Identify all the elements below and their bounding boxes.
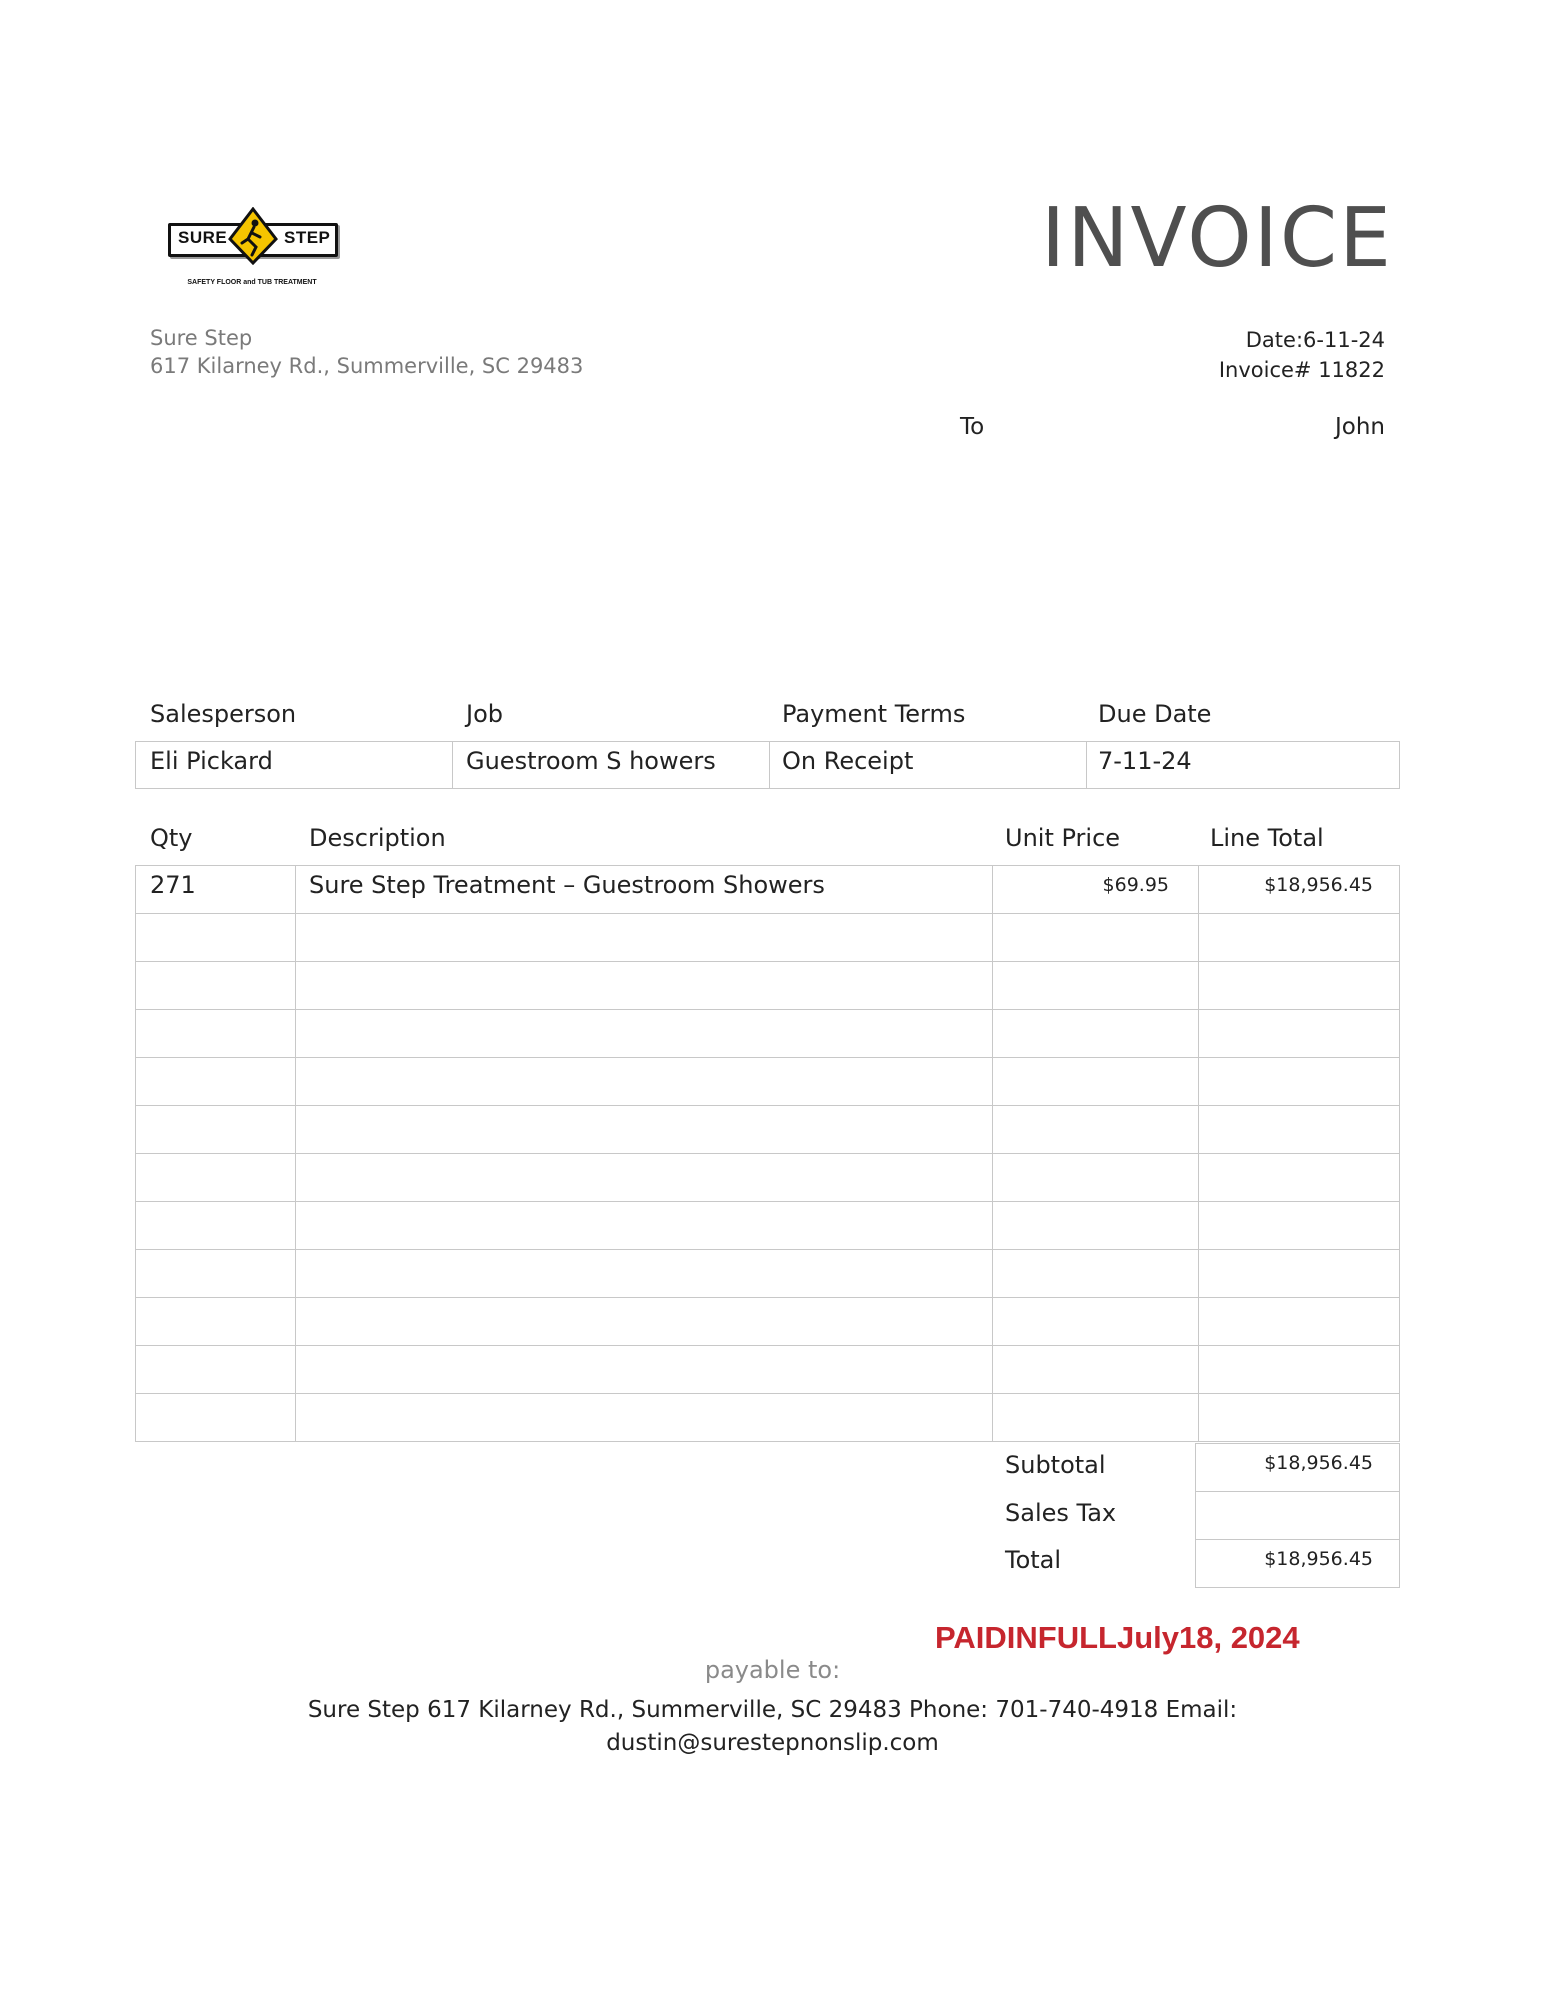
subtotal-value: $18,956.45	[1264, 1452, 1373, 1474]
footer-email: dustin@surestepnonslip.com	[606, 1730, 939, 1756]
logo-word-step: STEP	[284, 228, 331, 247]
header-unit-price: Unit Price	[1005, 824, 1121, 852]
logo-tagline: SAFETY FLOOR and TUB TREATMENT	[187, 279, 317, 286]
header-salesperson: Salesperson	[150, 700, 297, 728]
job-table-grid	[135, 741, 1400, 789]
header-qty: Qty	[150, 824, 193, 852]
due-date-value: 7-11-24	[1098, 747, 1192, 775]
footer-address-line: Sure Step 617 Kilarney Rd., Summerville, SC 29483 Phone: 701-740-4918 Email:	[307, 1697, 1238, 1723]
invoice-number: Invoice# 11822	[1218, 358, 1385, 382]
sales-tax-label: Sales Tax	[1005, 1499, 1117, 1527]
wet-floor-sign-icon	[228, 207, 278, 265]
table-row	[136, 1298, 1400, 1346]
item-line-total: $18,956.45	[1264, 874, 1373, 896]
invoice-title: INVOICE	[1041, 191, 1393, 286]
company-logo	[164, 207, 342, 293]
header-job: Job	[466, 700, 503, 728]
recipient-label: To	[960, 414, 985, 440]
logo-word-sure: SURE	[178, 228, 228, 247]
total-label: Total	[1005, 1546, 1062, 1574]
salesperson-value: Eli Pickard	[150, 747, 273, 775]
total-value: $18,956.45	[1264, 1548, 1373, 1570]
table-row	[136, 1058, 1400, 1106]
sender-name: Sure Step	[150, 326, 253, 350]
table-row	[136, 1394, 1400, 1442]
table-row	[136, 914, 1400, 962]
table-row	[136, 1154, 1400, 1202]
item-unit-price: $69.95	[1102, 874, 1169, 896]
header-description: Description	[309, 824, 446, 852]
sender-address: 617 Kilarney Rd., Summerville, SC 29483	[150, 354, 584, 378]
payment-terms-value: On Receipt	[782, 747, 914, 775]
table-row	[136, 962, 1400, 1010]
header-line-total: Line Total	[1210, 824, 1324, 852]
paid-stamp: PAIDINFULLJuly18, 2024	[935, 1620, 1300, 1655]
items-table-grid	[135, 865, 1400, 1442]
payable-to-label: payable to:	[704, 1656, 841, 1684]
table-row	[136, 1202, 1400, 1250]
item-description: Sure Step Treatment – Guestroom Showers	[309, 871, 825, 899]
invoice-date: Date:6-11-24	[1245, 328, 1385, 352]
header-payment-terms: Payment Terms	[782, 700, 966, 728]
item-qty: 271	[150, 871, 196, 899]
subtotal-label: Subtotal	[1005, 1451, 1106, 1479]
table-row	[136, 1010, 1400, 1058]
job-value: Guestroom S howers	[466, 747, 716, 775]
table-row	[136, 1250, 1400, 1298]
recipient-name: John	[1334, 414, 1385, 440]
table-row	[136, 1106, 1400, 1154]
header-due-date: Due Date	[1098, 700, 1212, 728]
table-row	[136, 1346, 1400, 1394]
